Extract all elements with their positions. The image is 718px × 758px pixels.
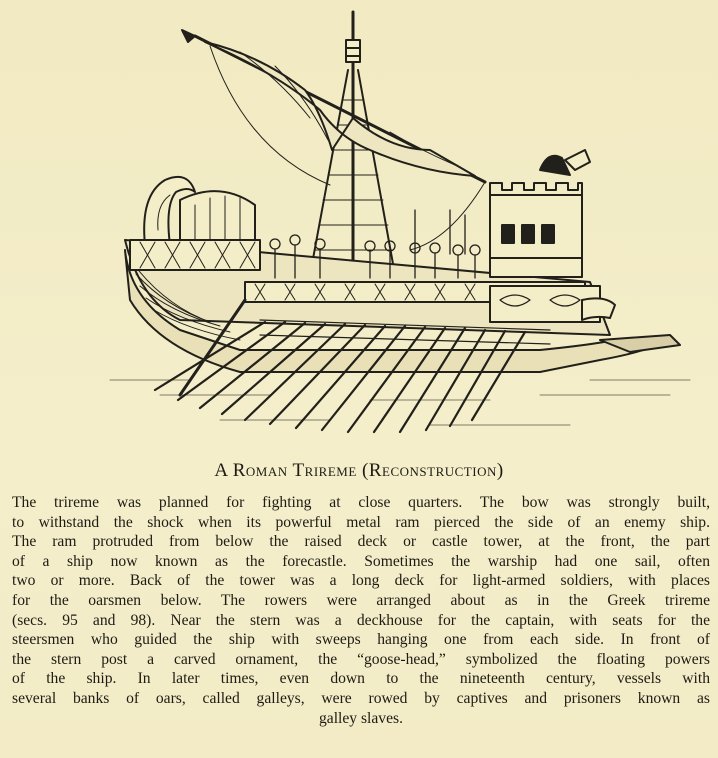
caption-text: A Roman Trireme (Reconstruction) [214,460,504,481]
paragraph-line: to withstand the shock when its powerful metal ram pierced the side of an enemy ship. [12,513,710,531]
paragraph-line: galley slaves. [318,709,403,727]
oars [155,322,525,432]
paragraph-line: the stern post a carved ornament, the “goose-head,” symbolized the floating powers [12,650,710,668]
paragraph-line: of a ship now known as the forecastle. Sometimes the warship had one sail, often [12,552,710,570]
paragraph-line: two or more. Back of the tower was a long deck for light-armed soldiers, with places [12,572,710,590]
paragraph-line: of the ship. In later times, even down to the nineteenth century, vessels with [12,670,710,688]
figure-caption [0,460,718,482]
paragraph-line: steersmen who guided the ship with sweeps hanging one from each side. In front of [12,631,710,649]
trireme-illustration [70,0,710,452]
paragraph-line: for the oarsmen below. The rowers were arranged about as in the Greek trireme [12,591,710,609]
paragraph-line: several banks of oars, called galleys, were rowed by captives and prisoners known as [12,689,710,707]
caption-paragraph [12,493,710,728]
paragraph-line: (secs. 95 and 98). Near the stern was a deckhouse for the captain, with seats for the [12,611,710,629]
paragraph-line: The trireme was planned for fighting at close quarters. The bow was strongly built, [12,494,710,511]
paragraph-line: The ram protruded from below the raised deck or castle tower, at the front, the part [12,533,710,551]
